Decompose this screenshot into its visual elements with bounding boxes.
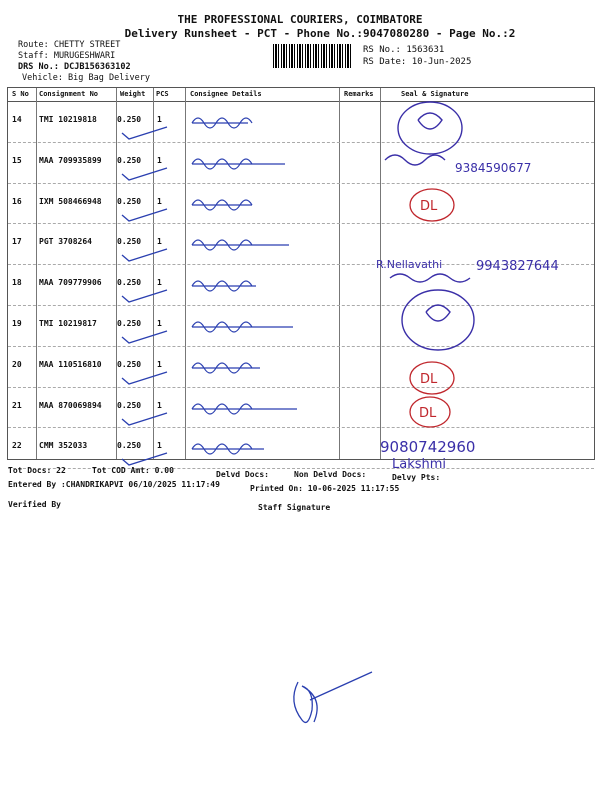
row-pcs: 1	[157, 115, 162, 124]
barcode	[273, 44, 353, 68]
row-pcs: 1	[157, 237, 162, 247]
seal-stamp	[398, 102, 462, 154]
seal-emblem	[426, 305, 450, 321]
rs-block	[363, 44, 471, 68]
signature-scribble	[390, 274, 470, 282]
row-sno: 14	[12, 115, 22, 124]
handwritten-phone: 9943827644	[476, 259, 559, 274]
row-pcs: 1	[157, 359, 162, 369]
row-sno: 19	[12, 319, 22, 328]
staff-signature-label: Staff Signature	[258, 503, 331, 512]
vehicle-label: Vehicle: Big Bag Delivery	[22, 73, 150, 83]
check-tick-icon	[120, 166, 170, 182]
consignee-handwriting	[188, 191, 328, 221]
row-sno: 20	[12, 359, 22, 369]
check-tick-icon	[120, 411, 170, 427]
entered-by: Entered By :CHANDRIKAPVI 06/10/2025 11:17:49	[8, 480, 220, 489]
row-pcs: 1	[157, 155, 162, 165]
company-title: THE PROFESSIONAL COURIERS, COIMBATORE	[177, 13, 423, 26]
consignee-handwriting	[188, 313, 328, 343]
check-tick-icon	[120, 247, 170, 263]
row-weight: 0.250	[117, 196, 142, 206]
row-sno: 16	[12, 196, 22, 206]
consignee-handwriting	[188, 272, 328, 302]
seal-stamp	[402, 290, 474, 350]
row-consignment: MAA 709935899	[39, 155, 102, 165]
check-tick-icon	[120, 288, 170, 304]
consignee-handwriting	[188, 354, 328, 384]
delivered-docs: Delvd Docs:	[216, 470, 269, 479]
route-label: Route: CHETTY STREET	[18, 40, 121, 50]
col-seal: Seal & Signature	[401, 90, 469, 98]
dl-mark: DL	[419, 406, 437, 421]
handwritten-name: Lakshmi	[392, 457, 447, 472]
col-pcs: PCS	[156, 90, 169, 98]
rs-date: RS Date: 10-Jun-2025	[363, 57, 472, 67]
handwritten-phone: 9080742960	[380, 438, 476, 456]
row-consignment: TMI 10219817	[39, 319, 97, 328]
row-pcs: 1	[157, 278, 162, 288]
seal-signature-layer	[370, 100, 590, 480]
row-consignment: MAA 110516810	[39, 359, 102, 369]
runsheet-subtitle: Delivery Runsheet - PCT - Phone No.:9047080280 - Page No.:2	[124, 27, 516, 40]
handwritten-name: R.Nellavathi	[376, 258, 443, 271]
row-weight: 0.250	[117, 278, 142, 288]
signature-scribble	[385, 155, 445, 165]
row-weight: 0.250	[117, 115, 142, 124]
consignee-handwriting	[188, 231, 328, 261]
col-remarks: Remarks	[344, 90, 374, 98]
row-sno: 18	[12, 278, 22, 288]
row-consignment: MAA 709779906	[39, 278, 102, 288]
printed-on: Printed On: 10-06-2025 11:17:55	[250, 484, 400, 493]
check-tick-icon	[120, 329, 170, 345]
staff-signature	[270, 660, 380, 740]
drs-label: DRS No.: DCJB156363102	[18, 62, 131, 72]
staff-label: Staff: MURUGESHWARI	[18, 51, 116, 61]
row-sno: 15	[12, 155, 22, 165]
col-weight: Weight	[120, 90, 146, 98]
row-weight: 0.250	[117, 400, 142, 410]
row-pcs: 1	[157, 319, 162, 328]
row-pcs: 1	[157, 400, 162, 410]
check-tick-icon	[120, 125, 170, 141]
total-cod: Tot COD Amt: 0.00	[92, 466, 174, 475]
row-consignment: IXM 508466948	[39, 196, 102, 206]
handwritten-phone: 9384590677	[455, 161, 532, 175]
row-sno: 17	[12, 237, 22, 247]
consignee-handwriting	[188, 109, 328, 139]
row-consignment: PGT 3708264	[39, 237, 92, 247]
dl-mark: DL	[420, 199, 438, 214]
dl-mark: DL	[420, 372, 438, 387]
col-consignee: Consignee Details	[190, 90, 262, 98]
verified-by: Verified By	[8, 500, 61, 509]
row-consignment: MAA 870069894	[39, 400, 102, 410]
consignee-handwriting	[188, 435, 328, 465]
seal-emblem	[418, 113, 442, 129]
row-weight: 0.250	[117, 319, 142, 328]
row-consignment: TMI 10219818	[39, 115, 97, 124]
consignee-handwriting	[188, 395, 328, 425]
total-docs: Tot Docs: 22	[8, 466, 66, 475]
check-tick-icon	[120, 370, 170, 386]
col-consignment: Consignment No	[39, 90, 99, 98]
row-weight: 0.250	[117, 155, 142, 165]
non-delivered-docs: Non Delvd Docs:	[294, 470, 367, 479]
col-sno: S No	[12, 90, 29, 98]
row-sno: 22	[12, 441, 22, 451]
row-weight: 0.250	[117, 441, 142, 451]
row-pcs: 1	[157, 196, 162, 206]
row-consignment: CMM 352033	[39, 441, 88, 451]
row-pcs: 1	[157, 441, 162, 451]
row-sno: 21	[12, 400, 22, 410]
row-weight: 0.250	[117, 359, 142, 369]
delivery-points: Delvy Pts:	[392, 473, 441, 482]
check-tick-icon	[120, 451, 170, 467]
check-tick-icon	[120, 207, 170, 223]
consignee-handwriting	[188, 150, 328, 180]
rs-number: RS No.: 1563631	[363, 45, 445, 55]
row-weight: 0.250	[117, 237, 142, 247]
